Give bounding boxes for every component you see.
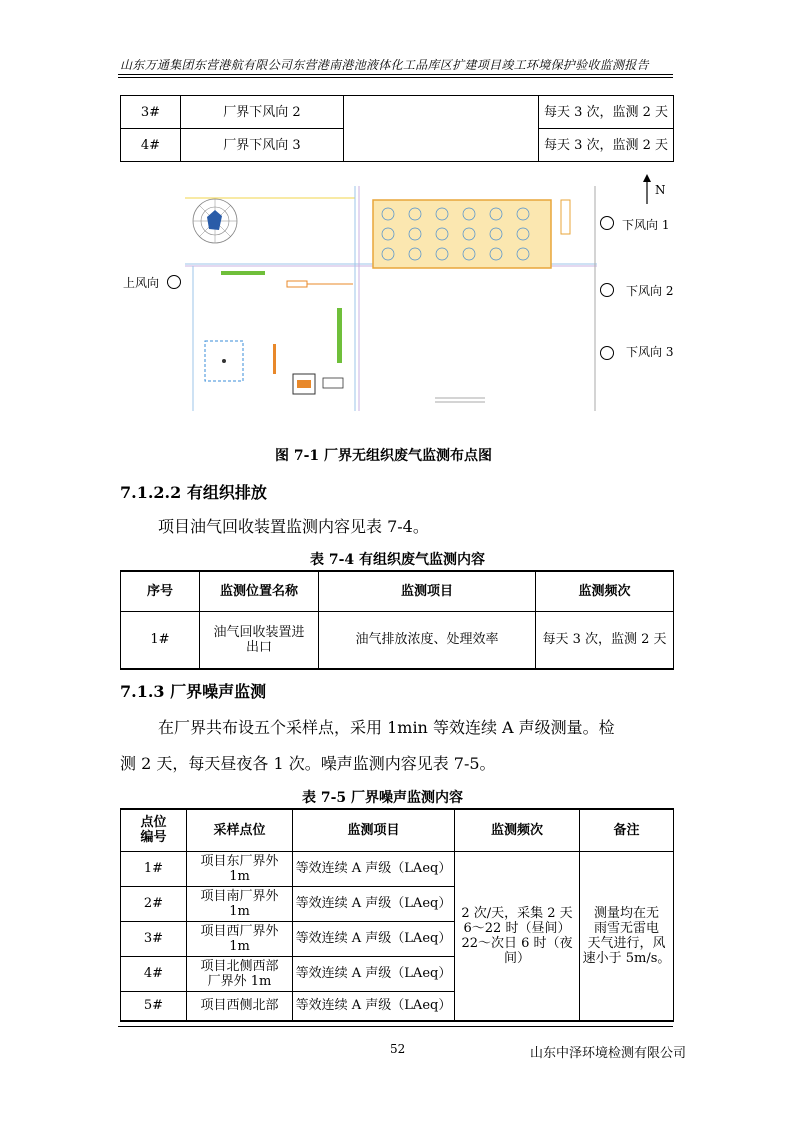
figure-caption: 图 7-1 厂界无组织废气监测布点图 xyxy=(275,448,493,464)
upwind-label: 上风向 xyxy=(123,276,160,290)
col-header-location: 监测位置名称 xyxy=(200,571,319,611)
downwind-point-3-marker xyxy=(600,346,614,360)
point-id: 1# xyxy=(121,611,200,669)
col-header-note: 备注 xyxy=(580,809,674,851)
upwind-point-marker xyxy=(167,275,181,289)
table-7-4-caption: 表 7-4 有组织废气监测内容 xyxy=(310,552,486,568)
section-paragraph-line-1: 在厂界共布设五个采样点，采用 1min 等效连续 A 声级测量。检 xyxy=(158,718,615,737)
point-id: 3# xyxy=(121,96,181,129)
header-line-2: 编号 xyxy=(140,830,167,846)
note-line-3: 天气进行，风 xyxy=(587,935,666,951)
col-header-id: 序号 xyxy=(121,571,200,611)
location-line-1: 项目南厂界外 xyxy=(200,888,279,904)
section-heading-7122: 7.1.2.2 有组织排放 xyxy=(120,483,267,502)
downwind-label-2: 下风向 2 xyxy=(626,284,674,298)
section-heading-713: 7.1.3 厂界噪声监测 xyxy=(120,682,267,701)
header-rule xyxy=(118,74,673,75)
header-line-1: 点位 xyxy=(140,815,167,831)
note-line-2: 雨雪无雷电 xyxy=(593,920,659,936)
point-location: 厂界下风向 2 xyxy=(181,96,344,129)
col-header-frequency: 监测频次 xyxy=(536,571,674,611)
table-row xyxy=(121,96,674,129)
table-7-4 xyxy=(120,570,674,670)
tank-area xyxy=(373,200,551,268)
point-location: 厂界下风向 3 xyxy=(181,129,344,162)
col-header-item: 监测项目 xyxy=(319,571,536,611)
point-location xyxy=(187,886,293,921)
point-id: 5# xyxy=(121,991,187,1021)
monitor-item: 等效连续 A 声级（LAeq） xyxy=(293,956,455,991)
monitor-frequency: 每天 3 次，监测 2 天 xyxy=(536,611,674,669)
table-7-5-caption: 表 7-5 厂界噪声监测内容 xyxy=(302,790,464,806)
freq-line-4: 间） xyxy=(503,950,530,966)
location-line-2: 1m xyxy=(229,938,250,954)
monitor-item: 等效连续 A 声级（LAeq） xyxy=(293,886,455,921)
monitor-item: 等效连续 A 声级（LAeq） xyxy=(293,851,455,886)
location-line-1: 项目北侧西部 xyxy=(200,958,279,974)
downwind-point-1-marker xyxy=(600,216,614,230)
location-line-2: 1m xyxy=(229,903,250,919)
downwind-point-2-marker xyxy=(600,283,614,297)
point-id: 3# xyxy=(121,921,187,956)
monitor-frequency xyxy=(455,851,580,1021)
point-location xyxy=(200,611,319,669)
page-header-title: 山东万通集团东营港航有限公司东营港南港池液体化工品库区扩建项目竣工环境保护验收监测报告 xyxy=(120,58,649,72)
location-line-1: 项目西厂界外 xyxy=(200,923,279,939)
location-line-2: 出口 xyxy=(245,639,272,655)
north-label: N xyxy=(655,183,666,197)
downwind-label-3: 下风向 3 xyxy=(626,345,674,359)
header-rule-double xyxy=(118,77,673,78)
note-line-4: 速小于 5m/s。 xyxy=(582,950,671,966)
note-line-1: 测量均在无 xyxy=(593,905,659,921)
table-row xyxy=(121,611,674,669)
location-line-1: 项目东厂界外 xyxy=(200,853,279,869)
point-id: 4# xyxy=(121,956,187,991)
col-header-frequency: 监测频次 xyxy=(455,809,580,851)
monitor-item: 等效连续 A 声级（LAeq） xyxy=(293,991,455,1021)
point-id: 1# xyxy=(121,851,187,886)
monitor-note xyxy=(580,851,674,1021)
wind-rose-icon xyxy=(193,199,237,243)
table-header-row xyxy=(121,571,674,611)
footer-company: 山东中泽环境检测有限公司 xyxy=(530,1046,687,1061)
location-line-1: 油气回收装置进 xyxy=(213,624,305,640)
continued-table xyxy=(120,95,674,162)
monitor-item: 等效连续 A 声级（LAeq） xyxy=(293,921,455,956)
point-location: 项目西侧北部 xyxy=(187,991,293,1021)
freq-line-3: 22～次日 6 时（夜 xyxy=(461,935,573,951)
point-location xyxy=(187,956,293,991)
site-plan-drawing xyxy=(185,186,597,411)
section-paragraph: 项目油气回收装置监测内容见表 7-4。 xyxy=(158,517,429,536)
col-header-location: 采样点位 xyxy=(187,809,293,851)
point-id: 2# xyxy=(121,886,187,921)
point-location xyxy=(187,921,293,956)
monitor-item: 油气排放浓度、处理效率 xyxy=(319,611,536,669)
monitor-frequency: 每天 3 次，监测 2 天 xyxy=(539,96,674,129)
freq-line-2: 6～22 时（昼间） xyxy=(463,920,571,936)
site-layout-figure xyxy=(123,183,674,411)
footer-rule xyxy=(118,1026,673,1027)
monitor-item xyxy=(344,96,539,162)
col-header-item: 监测项目 xyxy=(293,809,455,851)
location-line-2: 厂界外 1m xyxy=(207,973,272,989)
downwind-label-1: 下风向 1 xyxy=(622,218,670,232)
freq-line-1: 2 次/天，采集 2 天 xyxy=(461,905,573,921)
point-location xyxy=(187,851,293,886)
point-id: 4# xyxy=(121,129,181,162)
monitor-frequency: 每天 3 次，监测 2 天 xyxy=(539,129,674,162)
section-paragraph-line-2: 测 2 天，每天昼夜各 1 次。噪声监测内容见表 7-5。 xyxy=(120,754,496,773)
north-arrow-icon xyxy=(642,174,652,204)
table-7-5 xyxy=(120,808,674,1022)
col-header-id xyxy=(121,809,187,851)
table-header-row xyxy=(121,809,674,851)
page-number: 52 xyxy=(390,1042,406,1056)
table-row xyxy=(121,851,674,886)
location-line-2: 1m xyxy=(229,868,250,884)
